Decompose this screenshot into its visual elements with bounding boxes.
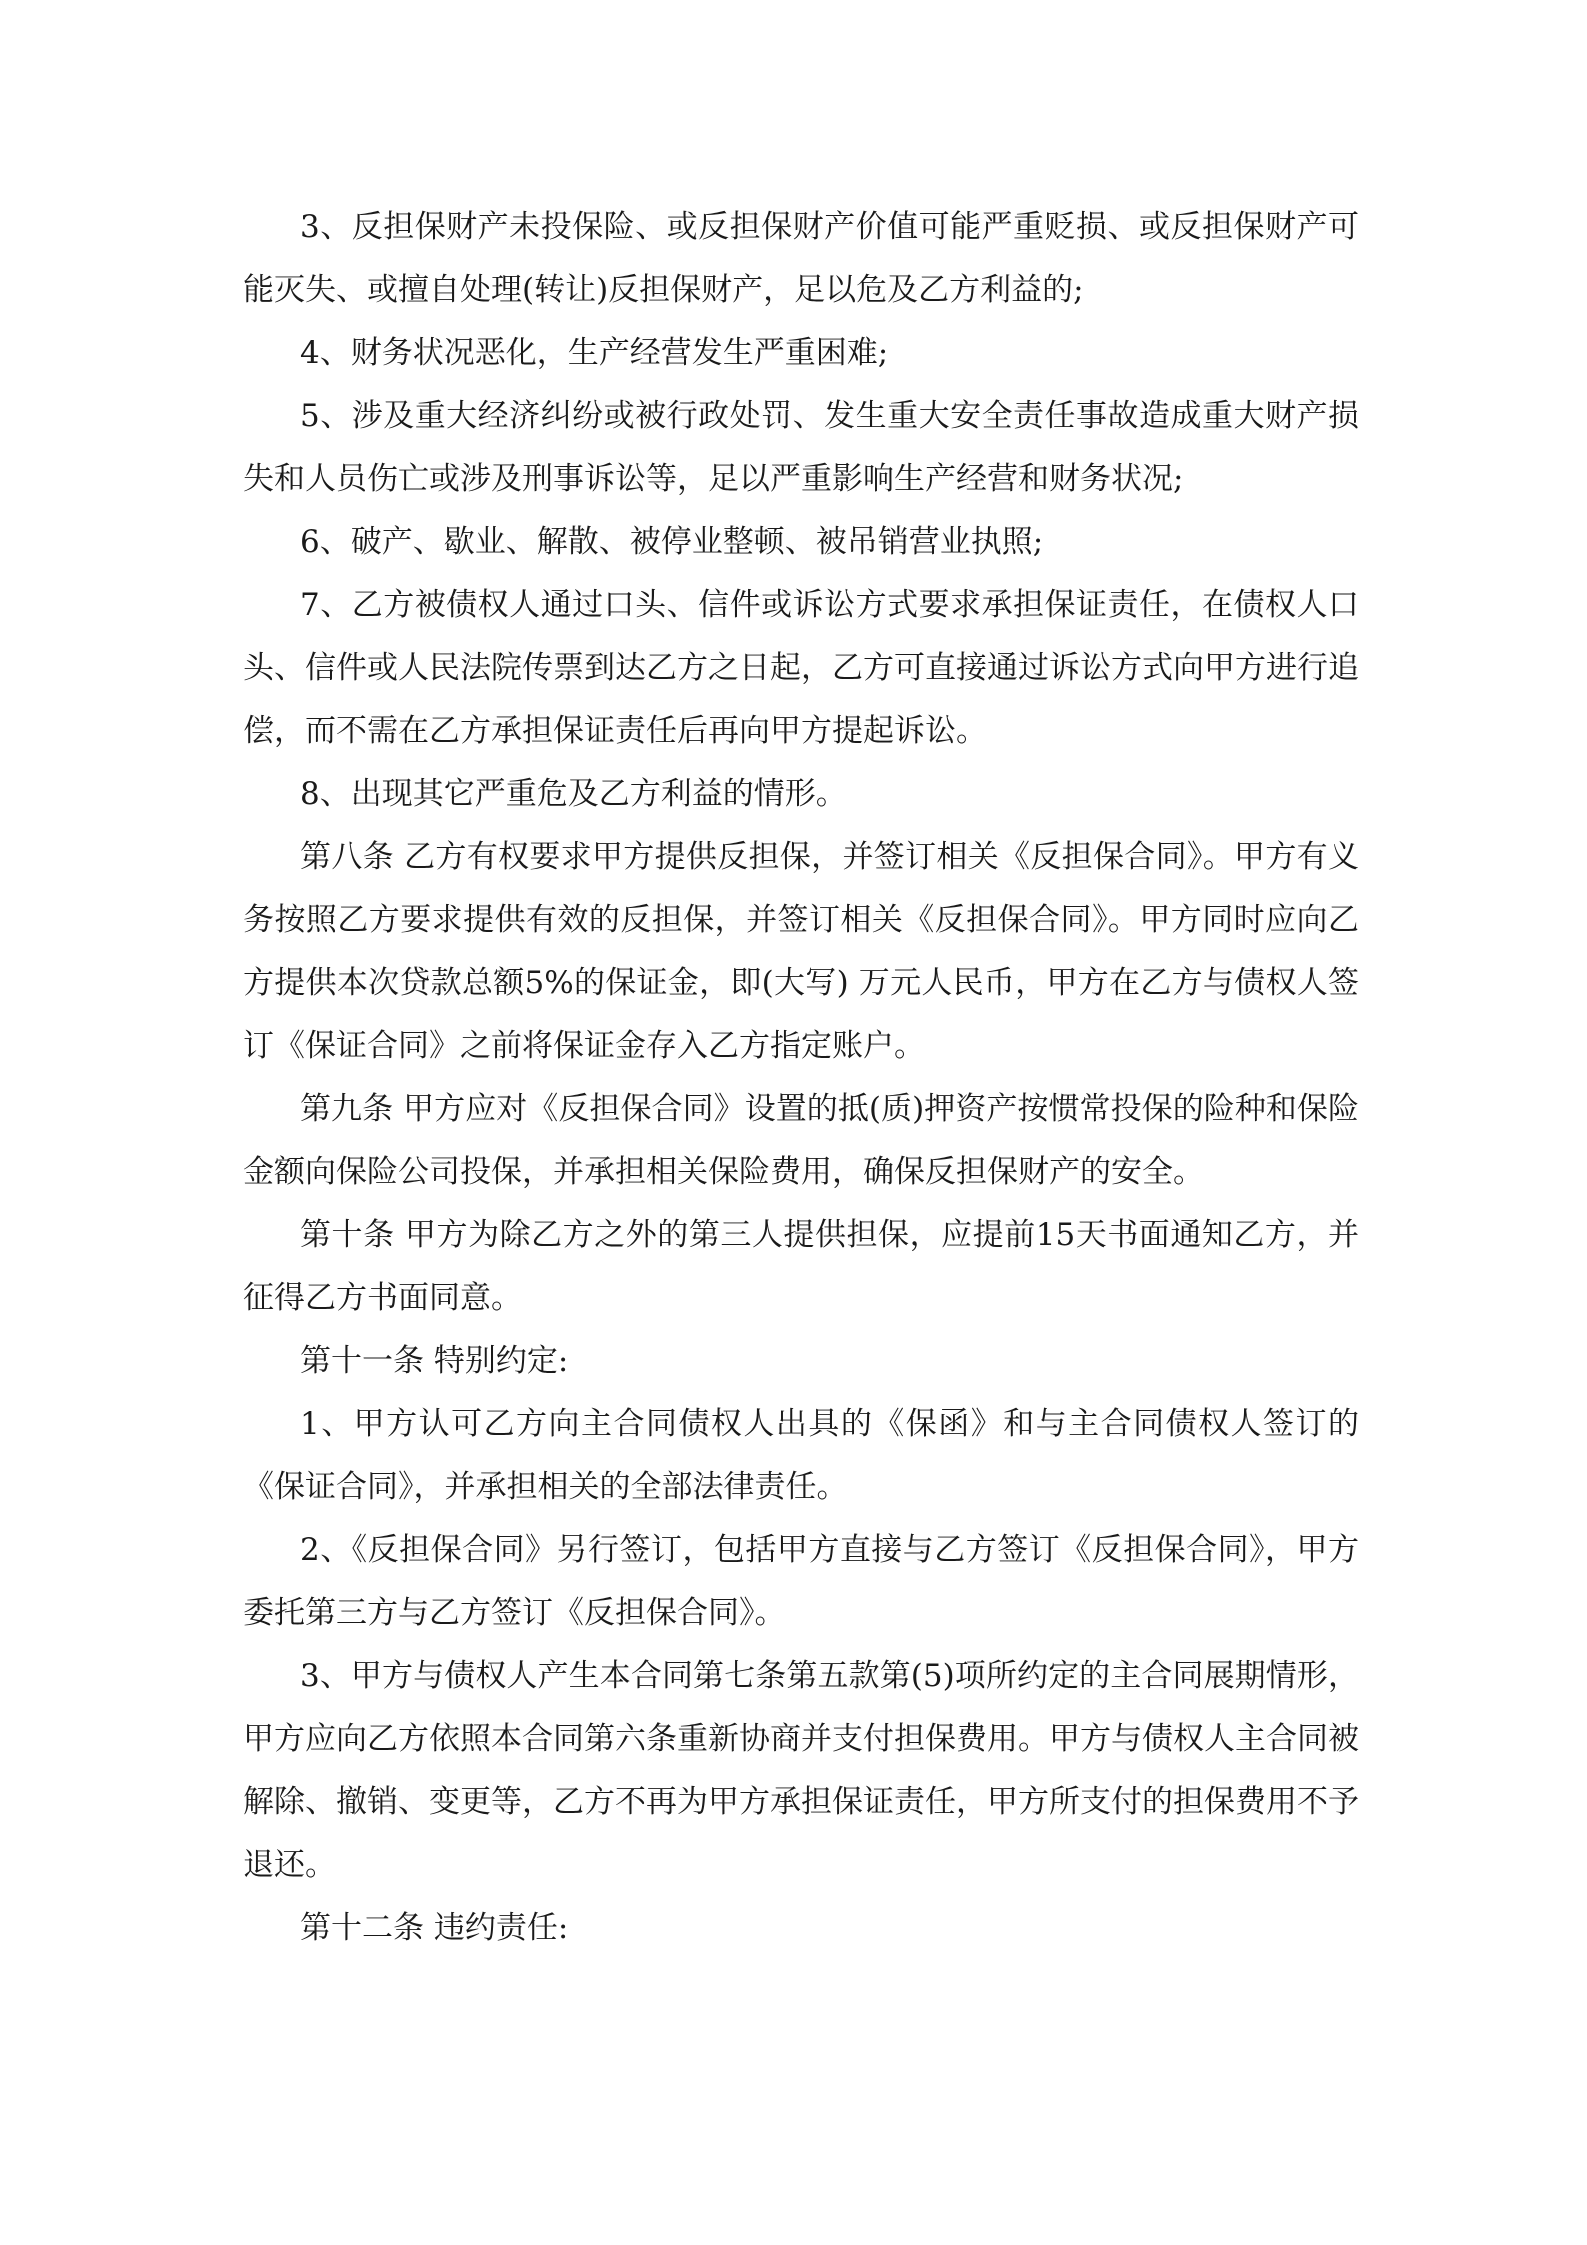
document-body	[243, 196, 1359, 1960]
clause-item-6: 6、破产、歇业、解散、被停业整顿、被吊销营业执照;	[300, 524, 1044, 560]
article-9: 第九条 甲方应对《反担保合同》设置的抵(质)押资产按惯常投保的险种和保险金额向保险公司投保，并承担相关保险费用，确保反担保财产的安全。	[243, 1091, 1359, 1190]
article-10: 第十条 甲方为除乙方之外的第三人提供担保，应提前15天书面通知乙方，并征得乙方书面同意。	[243, 1217, 1359, 1316]
clause-item-3: 3、反担保财产未投保险、或反担保财产价值可能严重贬损、或反担保财产可能灭失、或擅自处理(转让)反担保财产，足以危及乙方利益的;	[243, 209, 1359, 308]
article-11-item-1: 1、甲方认可乙方向主合同债权人出具的《保函》和与主合同债权人签订的《保证合同》，并承担相关的全部法律责任。	[243, 1406, 1359, 1505]
article-8: 第八条 乙方有权要求甲方提供反担保，并签订相关《反担保合同》。甲方有义务按照乙方要求提供有效的反担保，并签订相关《反担保合同》。甲方同时应向乙方提供本次贷款总额5%的保证金，即(大写) 万元人民币，甲方在乙方与债权人签订《保证合同》之前将保证金存入乙方指定账户。	[243, 839, 1359, 1064]
article-11-heading: 第十一条 特别约定:	[300, 1343, 569, 1379]
article-11-item-3: 3、甲方与债权人产生本合同第七条第五款第(5)项所约定的主合同展期情形，甲方应向乙方依照本合同第六条重新协商并支付担保费用。甲方与债权人主合同被解除、撤销、变更等，乙方不再为甲方承担保证责任，甲方所支付的担保费用不予退还。	[243, 1658, 1359, 1883]
clause-item-7: 7、乙方被债权人通过口头、信件或诉讼方式要求承担保证责任，在债权人口头、信件或人民法院传票到达乙方之日起，乙方可直接通过诉讼方式向甲方进行追偿，而不需在乙方承担保证责任后再向甲方提起诉讼。	[243, 587, 1359, 749]
article-12-heading: 第十二条 违约责任:	[300, 1910, 569, 1946]
article-11-item-2: 2、《反担保合同》另行签订，包括甲方直接与乙方签订《反担保合同》，甲方委托第三方与乙方签订《反担保合同》。	[243, 1532, 1359, 1631]
clause-item-8: 8、出现其它严重危及乙方利益的情形。	[300, 776, 847, 812]
clause-item-4: 4、财务状况恶化，生产经营发生严重困难;	[300, 335, 889, 371]
clause-item-5: 5、涉及重大经济纠纷或被行政处罚、发生重大安全责任事故造成重大财产损失和人员伤亡或涉及刑事诉讼等，足以严重影响生产经营和财务状况;	[243, 398, 1359, 497]
